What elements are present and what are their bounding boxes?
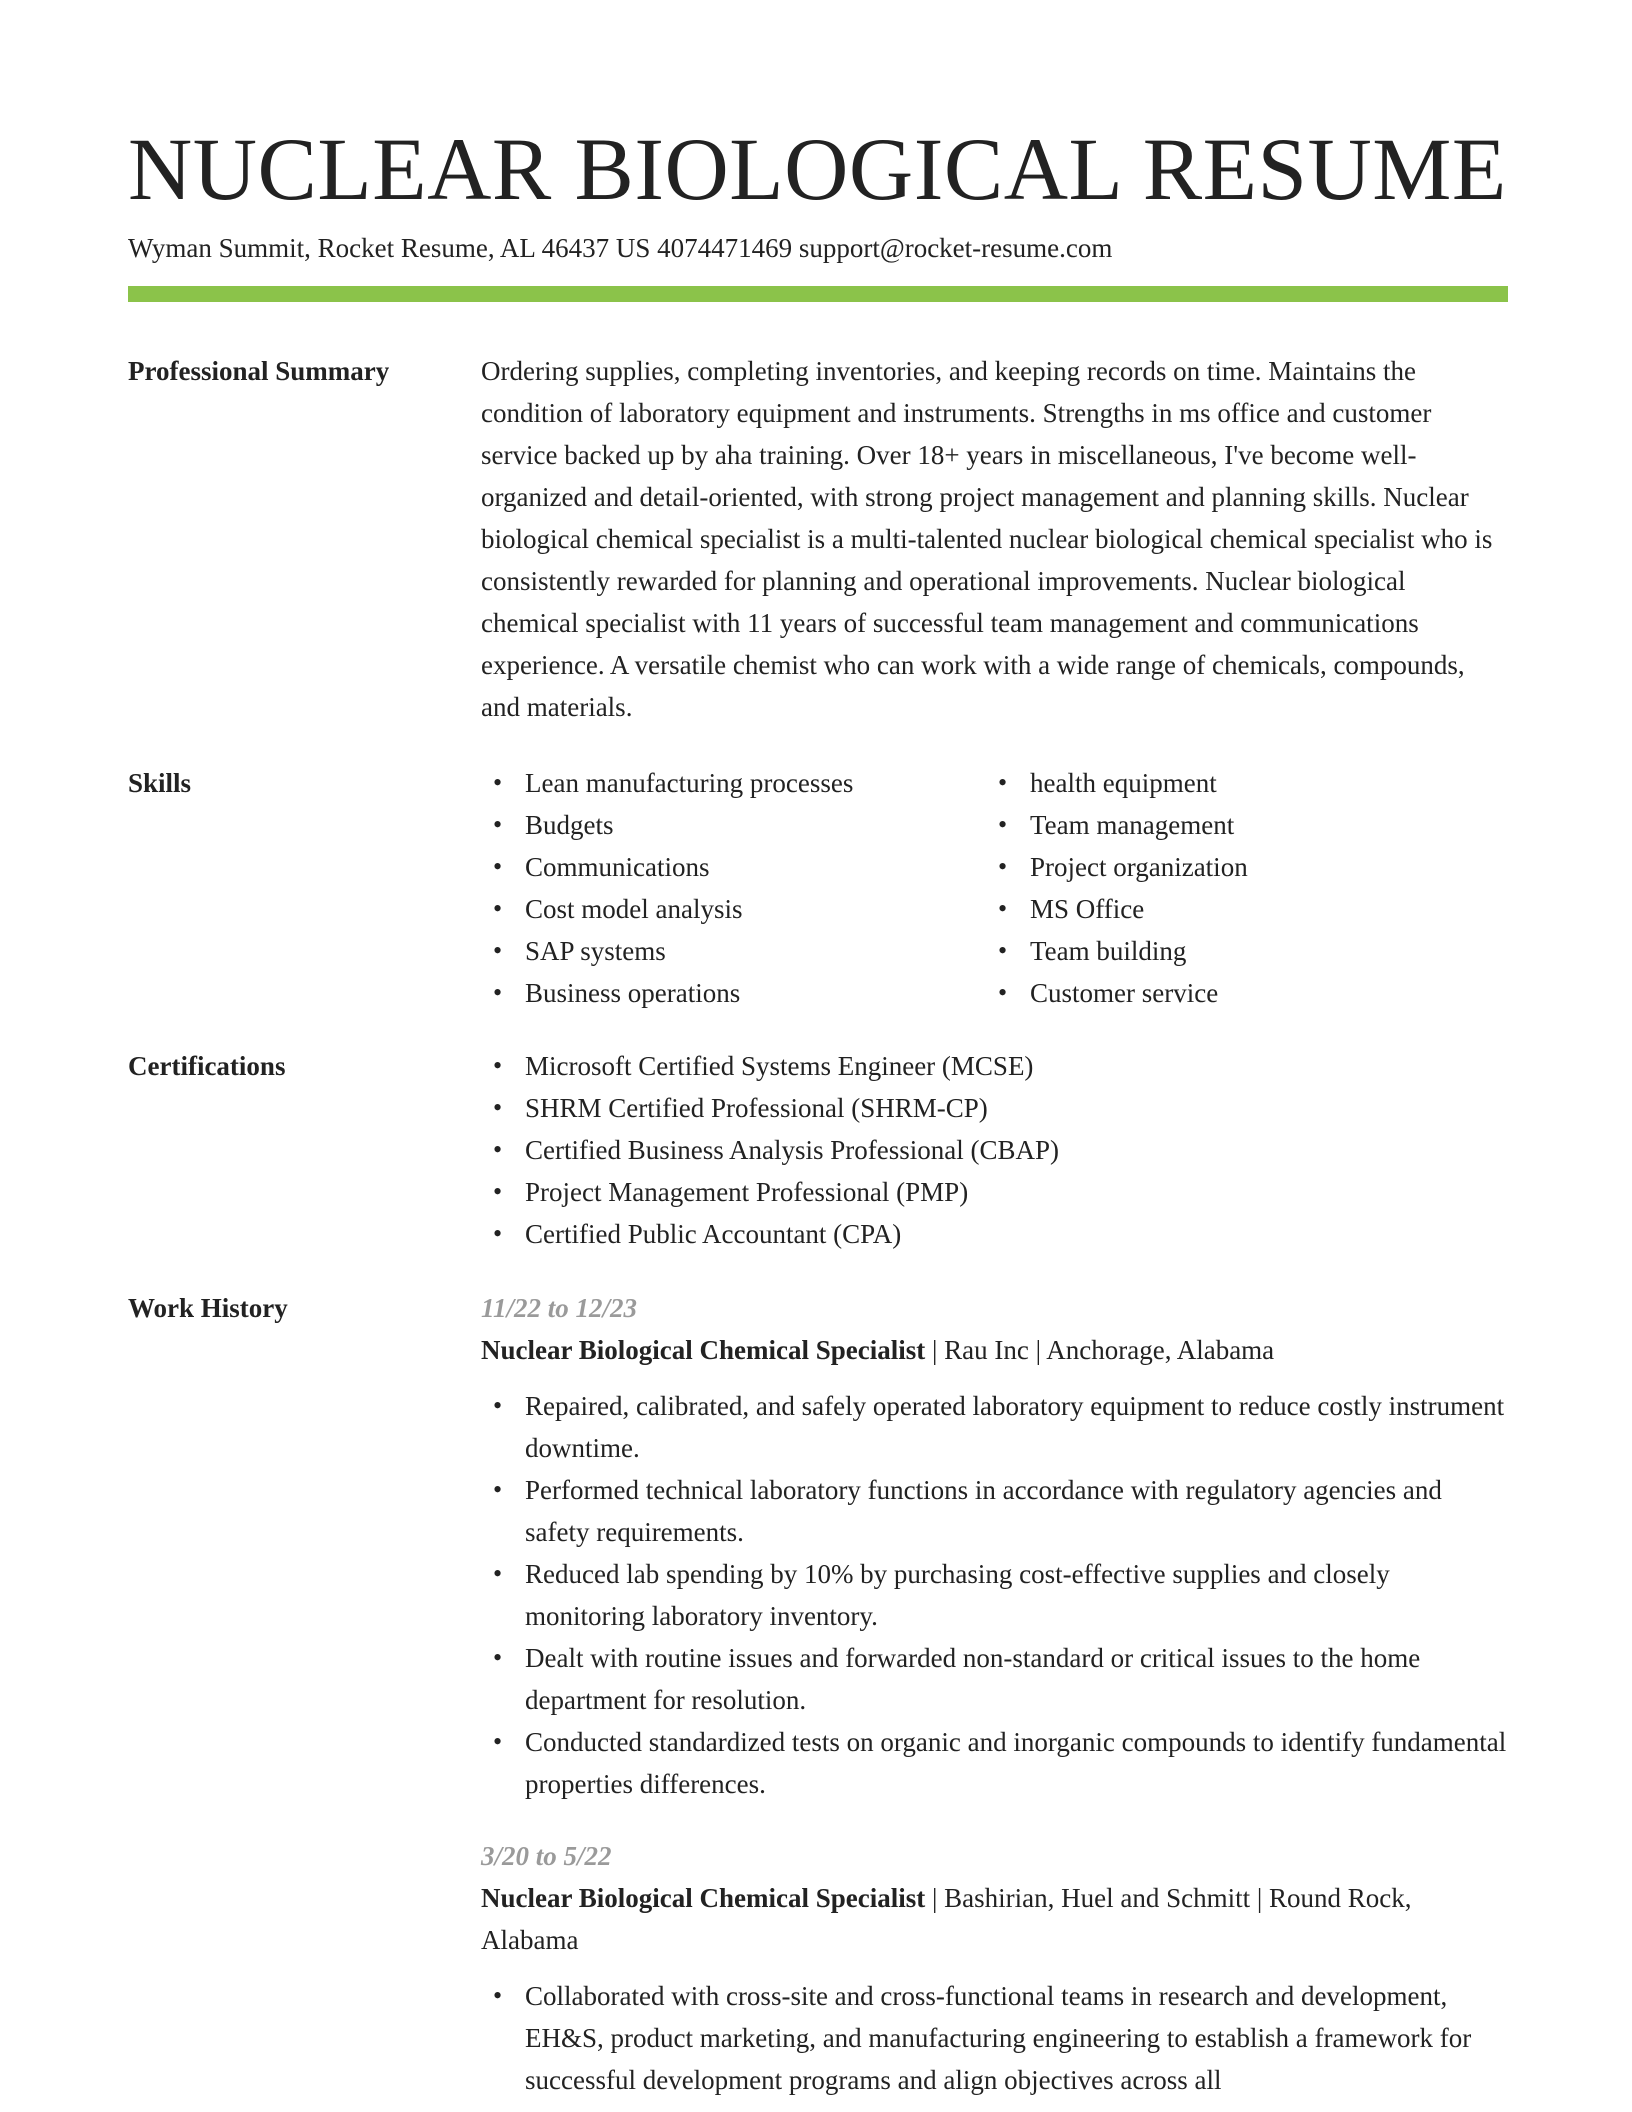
skill-item: • Project organization xyxy=(986,846,1491,888)
job-entry xyxy=(481,1835,1508,2101)
job-bullet: • Repaired, calibrated, and safely operated laboratory equipment to reduce costly instrument downtime. xyxy=(481,1385,1508,1469)
certification-item: • Microsoft Certified Systems Engineer (MCSE) xyxy=(481,1045,1508,1087)
job-dates: 3/20 to 5/22 xyxy=(481,1841,612,1871)
skill-item: • SAP systems xyxy=(481,930,986,972)
job-bullets xyxy=(481,1975,1508,2101)
job-title: Nuclear Biological Chemical Specialist xyxy=(481,1335,926,1365)
skill-item: • Lean manufacturing processes xyxy=(481,762,986,804)
skill-item: • Communications xyxy=(481,846,986,888)
skills-grid xyxy=(481,762,1508,1014)
certifications-content xyxy=(481,1045,1508,1255)
certification-item: • Project Management Professional (PMP) xyxy=(481,1171,1508,1213)
section-label-summary: Professional Summary xyxy=(128,356,390,386)
job-details: | Bashirian, Huel and Schmitt | Round Rock, Alabama xyxy=(481,1883,1412,1955)
job-heading xyxy=(481,1877,1508,1961)
skills-column-right xyxy=(986,762,1491,1014)
certification-item: • Certified Business Analysis Professional (CBAP) xyxy=(481,1129,1508,1171)
skill-item: • Budgets xyxy=(481,804,986,846)
skill-item: • Customer service xyxy=(986,972,1491,1014)
skill-item: • Team building xyxy=(986,930,1491,972)
skill-item: • Cost model analysis xyxy=(481,888,986,930)
section-label-certifications: Certifications xyxy=(128,1051,286,1081)
resume-title: NUCLEAR BIOLOGICAL RESUME xyxy=(128,121,1507,219)
job-title: Nuclear Biological Chemical Specialist xyxy=(481,1883,926,1913)
job-bullet: • Conducted standardized tests on organic and inorganic compounds to identify fundamental properties differences. xyxy=(481,1721,1508,1805)
job-bullet: • Collaborated with cross-site and cross-functional teams in research and development, EH&S, product marketing, and manufacturing engineering to establish a framework for successful development programs and align objectives across all xyxy=(481,1975,1508,2101)
job-dates: 11/22 to 12/23 xyxy=(481,1293,638,1323)
certifications-list xyxy=(481,1045,1508,1255)
certification-item: • Certified Public Accountant (CPA) xyxy=(481,1213,1508,1255)
skill-item: • Business operations xyxy=(481,972,986,1014)
skill-item: • health equipment xyxy=(986,762,1491,804)
job-heading xyxy=(481,1329,1508,1371)
section-label-work-history: Work History xyxy=(128,1293,288,1323)
skill-item: • Team management xyxy=(986,804,1491,846)
summary-content xyxy=(481,350,1508,728)
section-label-skills: Skills xyxy=(128,768,192,798)
job-bullet: • Dealt with routine issues and forwarded non-standard or critical issues to the home department for resolution. xyxy=(481,1637,1508,1721)
certification-item: • SHRM Certified Professional (SHRM-CP) xyxy=(481,1087,1508,1129)
summary-text: Ordering supplies, completing inventories, and keeping records on time. Maintains the condition of laboratory equipment and instruments. Strengths in ms office and customer service backed up by aha training. Over 18+ years in miscellaneous, I've become well-organized and detail-oriented, with strong project management and planning skills. Nuclear biological chemical specialist is a multi-talented nuclear biological chemical specialist who is consistently rewarded for planning and operational improvements. Nuclear biological chemical specialist with 11 years of successful team management and communications experience. A versatile chemist who can work with a wide range of chemicals, compounds, and materials. xyxy=(481,356,1493,722)
job-bullets xyxy=(481,1385,1508,1805)
job-bullet: • Reduced lab spending by 10% by purchasing cost-effective supplies and closely monitoring laboratory inventory. xyxy=(481,1553,1508,1637)
contact-line: Wyman Summit, Rocket Resume, AL 46437 US 4074471469 support@rocket-resume.com xyxy=(128,233,1113,263)
header-divider xyxy=(128,286,1508,302)
skill-item: • MS Office xyxy=(986,888,1491,930)
job-entry xyxy=(481,1287,1508,1805)
job-details: | Rau Inc | Anchorage, Alabama xyxy=(925,1335,1275,1365)
job-bullet: • Performed technical laboratory functions in accordance with regulatory agencies and safety requirements. xyxy=(481,1469,1508,1553)
skills-column-left xyxy=(481,762,986,1014)
work-history-content xyxy=(481,1287,1508,2101)
